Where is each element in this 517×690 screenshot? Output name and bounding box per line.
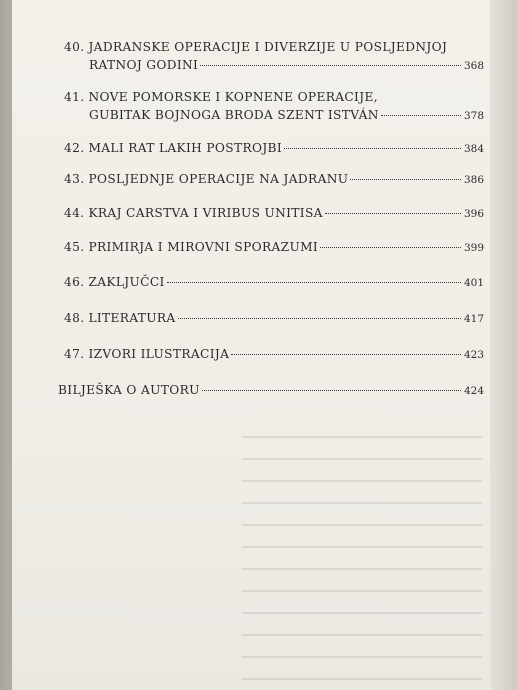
toc-entry-41 <box>64 88 484 124</box>
dot-leader <box>178 318 461 319</box>
entry-title: BILJEŠKA O AUTORU <box>58 383 200 397</box>
entry-title: MALI RAT LAKIH POSTROJBI <box>88 141 283 155</box>
entry-page-number: 368 <box>463 60 484 72</box>
dot-leader <box>381 115 461 116</box>
dot-leader <box>167 282 461 283</box>
entry-page-number: 384 <box>463 143 484 155</box>
toc-entry-40 <box>64 38 484 74</box>
entry-title: ZAKLJUČCI <box>88 275 165 289</box>
toc-entry-42 <box>64 139 484 157</box>
entry-title: PRIMIRJA I MIROVNI SPORAZUMI <box>88 240 319 254</box>
entry-title: KRAJ CARSTVA I VIRIBUS UNITISA <box>88 206 323 220</box>
book-page <box>12 0 490 690</box>
dot-leader <box>200 65 461 66</box>
entry-number: 47. <box>64 347 85 361</box>
dot-leader <box>325 213 461 214</box>
toc-entry-45 <box>64 238 484 256</box>
entry-number: 43. <box>64 172 85 186</box>
entry-number: 41. <box>64 90 85 104</box>
dot-leader <box>320 247 461 248</box>
toc-entry-46 <box>64 273 484 291</box>
entry-page-number: 396 <box>463 208 484 220</box>
entry-title: IZVORI ILUSTRACIJA <box>88 347 230 361</box>
entry-title-line-2: RATNOJ GODINI <box>89 58 199 72</box>
toc-entry-47 <box>64 345 484 363</box>
entry-title-line-2: GUBITAK BOJNOGA BRODA SZENT ISTVÁN <box>89 108 379 122</box>
dot-leader <box>202 390 461 391</box>
dot-leader <box>350 179 461 180</box>
entry-number: 44. <box>64 206 85 220</box>
entry-page-number: 423 <box>463 349 484 361</box>
toc-entry-48 <box>64 309 484 327</box>
show-through-text <box>242 430 482 680</box>
adjacent-page-edge <box>490 0 517 690</box>
entry-page-number: 424 <box>463 385 484 397</box>
entry-page-number: 401 <box>463 277 484 289</box>
entry-number: 40. <box>64 40 85 54</box>
toc-entry-43 <box>64 170 484 188</box>
entry-title: POSLJEDNJE OPERACIJE NA JADRANU <box>88 172 349 186</box>
dot-leader <box>284 148 461 149</box>
table-of-contents <box>58 34 484 399</box>
entry-page-number: 399 <box>463 242 484 254</box>
toc-entry-44 <box>64 204 484 222</box>
entry-number: 45. <box>64 240 85 254</box>
entry-title: LITERATURA <box>88 311 176 325</box>
entry-page-number: 417 <box>463 313 484 325</box>
entry-title-line-1: NOVE POMORSKE I KOPNENE OPERACIJE, <box>88 90 378 104</box>
entry-title-line-1: JADRANSKE OPERACIJE I DIVERZIJE U POSLJEDNJOJ <box>88 40 448 54</box>
entry-page-number: 386 <box>463 174 484 186</box>
entry-number: 42. <box>64 141 85 155</box>
dot-leader <box>231 354 461 355</box>
entry-number: 48. <box>64 311 85 325</box>
entry-number: 46. <box>64 275 85 289</box>
toc-entry-author-note <box>58 381 484 399</box>
entry-page-number: 378 <box>463 110 484 122</box>
